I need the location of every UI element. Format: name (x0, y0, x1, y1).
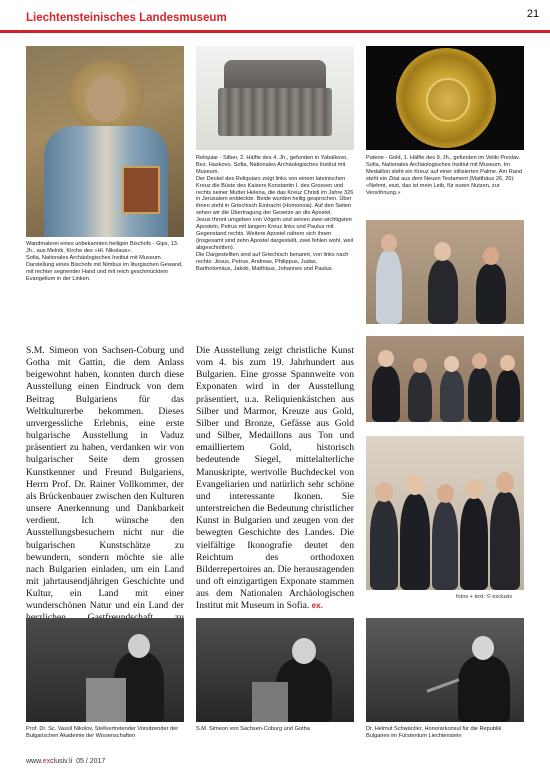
speaker-head (472, 636, 494, 660)
microphone (427, 678, 460, 692)
paten-caption: Patene - Gold, 1. Hälfte des 9. Jh., gefunden im Veliki Preslav. Sofia, Nationales Archäologisches Institut mit Museum. Im Medaillon steht ein Kreuz auf einer stilisierten Palme. Am Rand steht ein Zitat aus dem Neuen Testament (Matthäus 26, 26): «Nehmt, esst, das ist mein Leib, für euren Nutzen, zur Versöhnung.» (366, 155, 523, 196)
guest-figure (496, 370, 520, 422)
speaker-photo-schwaerzler (366, 618, 524, 722)
guest-head (413, 358, 427, 373)
guest-head (500, 355, 515, 371)
guest-figure (490, 492, 520, 590)
article-text-1: S.M. Simeon von Sachsen-Coburg und Gotha mit Gattin, die dem Anlass beigewohnt haben, konnten durch diese Ausstellung einen Eindruck von dem Beitrag Bulgariens für das Weltkulturerbe bekommen. Dieses unvergessliche Erlebnis, eine erste bulgarische Ausstellung in Vaduz präsentiert zu haben, verdanken wir von bulgarischer Seite dem grossen Kunstkenner und Freund Bulgariens, Herrn Prof. Dr. Rainer Vollkommer, der als Brückenbauer zwischen den Kulturen unsere Anerkennung und Dankbarkeit verdient. Ich wünsche den Ausstellungsbesuchern nicht nur die bulgarischen Kunstschätze zu bewundern, sondern möchte sie alle nach Bulgarien einladen, um ein Land mit jahrtausendjährigen Geschichte und Kultur, ein Land mit einer wunderschönen Natur und ein Land der (26, 345, 184, 612)
guest-head (434, 242, 451, 261)
magazine-section-title: Liechtensteinisches Landesmuseum (26, 12, 227, 24)
photo-credit: fotos + text: © exclusiv (456, 594, 513, 600)
guest-head (375, 482, 393, 502)
lectern (86, 678, 126, 722)
paten-photo (366, 46, 524, 150)
author-signature: ex. (311, 601, 323, 611)
article-column-2 (196, 345, 354, 649)
simeon-caption: S.M. Simeon von Sachsen-Coburg und Gotha (196, 726, 310, 732)
guest-figure (370, 500, 398, 590)
guest-head (496, 472, 514, 493)
guest-head (444, 356, 459, 372)
guest-head (378, 350, 394, 367)
guest-figure (372, 366, 400, 422)
guest-head (437, 484, 454, 503)
guest-figure (408, 372, 432, 422)
guest-figure (376, 250, 402, 324)
event-photo-2 (366, 336, 524, 422)
guest-figure (400, 494, 430, 590)
guest-head (406, 474, 424, 495)
paten-medallion (426, 78, 470, 122)
article-text-2: Die Ausstellung zeigt christliche Kunst vom 4. bis zum 19. Jahrhundert aus Bulgarien. Eine grosse Spannweite von Exponaten wird in der Ausstellung präsentiert, u.a. Reliquienkästchen aus Silber und Marmor, Kreuze aus Gold, Silber und Bronze, Gefässe aus Gold und Silber, Medaillons aus Ton und emailliertem Gold, historisch bedeutende Siegel, mittelalterliche Manuskripte, wertvolle Buchdeckel von Evangeliarien und natürlich sehr schöne und interessante Ikonen. Sie unterstreichen die Bedeutung christlicher Kunst in Bulgarien und zeugen von der bewegten Geschichte des Landes. Die vielfältige Ikonografie deutet den Reichtum des orthodoxen Bilderrepertoires an. Die herausragenden und oft einzigartigen Exponate stammen aus dem Nationalen Archäologischen Institut mit Museum in Sofia. (196, 345, 354, 612)
event-photo-3 (366, 436, 524, 590)
reliquary-caption: Reliquiar - Silber, 2. Hälfte des 4. Jh., gefunden in Yabalkovo, Bez. Haskovo. Sofia, Nationales Archäologisches Institut mit Museum. Der Deckel des Reliquiars zeigt links von einem lateinischen Kreuz die Büste des Kaisers Konstantin I. des Grossen und rechts seiner Mutter Helena, die das Kreuz Christi im Jahre 326 in Jerusalem entdeckte. Beide wurden heilig gesprochen. Über ihnen steht in Griechisch Eintracht (Homonoia). Auf den Seiten sehen wir die Übertragung der Gesetze an die Apostel. Jesus thront umgeben von Vögeln und seinen zwei wichtigsten Aposteln, Petrus mit langem Kreuz links und Paulus mit Gegenstand rechts. Weitere Apostel nähern sich ihnen (insgesamt sind zehn Apostel dargestellt, zwei fehlen wohl, weil abgeschnitten). Die Dargestellten sind auf Griechisch benannt, von links nach rechts: Jesus, Petrus, Andreas, Philippus, Judas, Bartholomäus, Jakob, Matthäus, Johannes und Paulus. (196, 155, 354, 272)
speaker-head (292, 638, 316, 664)
page-footer: www.exclusiv.li 05 / 2017 (26, 758, 106, 765)
page-number: 21 (526, 8, 540, 20)
reliquary-photo (196, 46, 354, 150)
speaker-photo-nikolov (26, 618, 184, 722)
guest-head (381, 234, 397, 252)
guest-figure (468, 368, 492, 422)
fresco-caption: Wandmalerei eines unbekannten heiligen Bischofs - Gips, 13. Jh., aus Melnik, Kirche des «Hl. Nikolaus». Sofia, Nationales Archäologisches Institut mit Museum. Darstellung eines Bischofs mit Nimbus im liturgischen Gewand, mit rechter segnender Hand und mit reich geschmücktem Evangelium in der Linken. (26, 241, 183, 282)
guest-figure (428, 260, 458, 324)
header-rule (0, 30, 550, 33)
reliquary-lid (224, 60, 326, 90)
reliquary-box (218, 88, 332, 136)
speaker-photo-simeon (196, 618, 354, 722)
guest-figure (460, 498, 488, 590)
guest-head (483, 247, 499, 265)
guest-figure (440, 370, 464, 422)
fresco-photo (26, 46, 184, 237)
lectern (252, 682, 288, 722)
gospel-book (122, 166, 160, 214)
bishop-face (86, 76, 126, 122)
nikolov-caption: Prof. Dr. Sc. Vassil Nikolov, Stellvertretender Vorsitzender der Bulgarischen Akademie der Wissenschaften (26, 726, 179, 739)
event-photo-1 (366, 220, 524, 324)
guest-head (465, 479, 483, 499)
speaker-head (128, 634, 150, 658)
guest-head (472, 353, 487, 369)
article-column-1 (26, 345, 184, 637)
guest-figure (476, 264, 506, 324)
guest-figure (432, 502, 458, 590)
schwaerzler-caption: Dr. Helmut Schwärzler, Honorarkonsul für die Republik Bulgarien im Fürstentum Liechtenstein (366, 726, 502, 739)
speaker-figure (458, 656, 510, 722)
